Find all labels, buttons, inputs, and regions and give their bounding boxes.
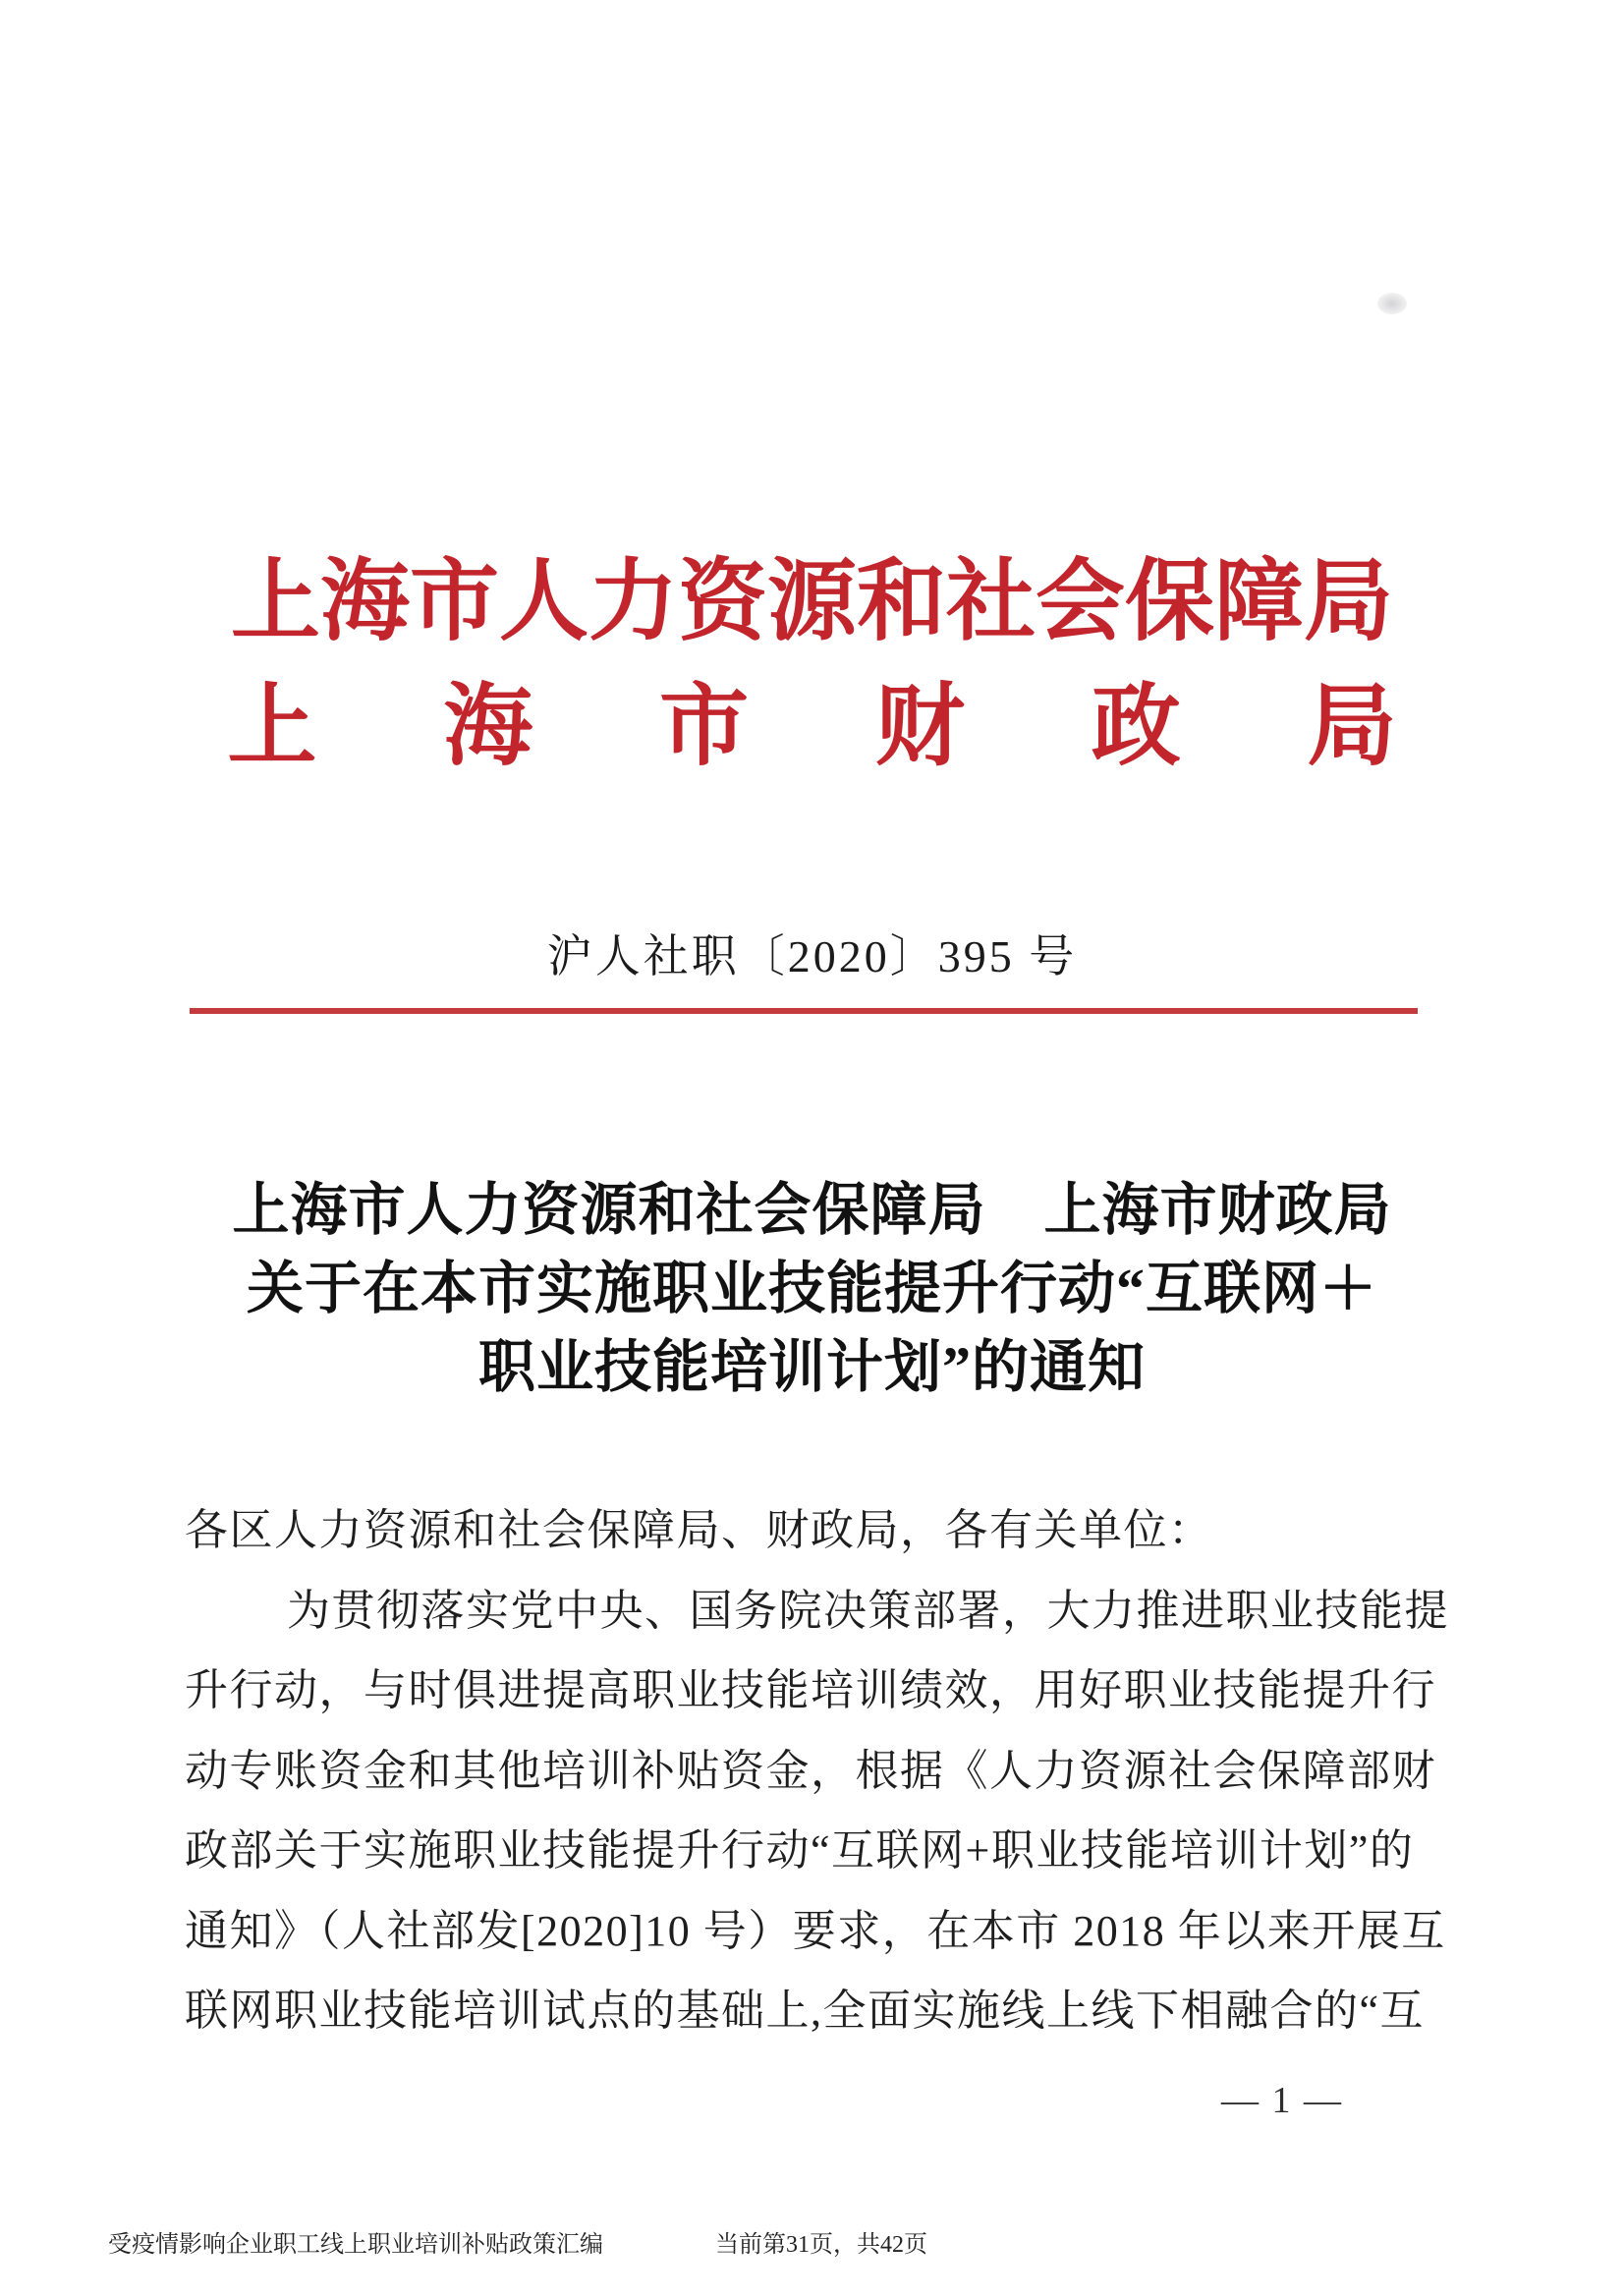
agency-char: 市 xyxy=(659,677,750,776)
title-line-2: 关于在本市实施职业技能提升行动“互联网＋ xyxy=(246,1257,1377,1320)
salutation-line: 各区人力资源和社会保障局、财政局，各有关单位： xyxy=(185,1506,1213,1554)
page-number: — 1 — xyxy=(1221,2080,1343,2121)
scan-artifact xyxy=(1377,293,1407,314)
agency-char: 海 xyxy=(443,677,533,776)
footer-page-indicator: 当前第31页，共42页 xyxy=(715,2232,927,2258)
agency-header-line-1: 上海市人力资源和社会保障局 xyxy=(230,552,1393,651)
paragraph-line: 联网职业技能培训试点的基础上,全面实施线上线下相融合的“互 xyxy=(185,1987,1426,2035)
red-divider-rule xyxy=(190,1008,1418,1014)
footer-booklet-title: 受疫情影响企业职工线上职业培训补贴政策汇编 xyxy=(108,2232,603,2258)
agency-char: 上 xyxy=(227,677,317,776)
paragraph-line: 为贯彻落实党中央、国务院决策部署，大力推进职业技能提 xyxy=(287,1586,1449,1635)
document-number: 沪人社职〔2020〕395 号 xyxy=(546,931,1078,981)
title-line-1: 上海市人力资源和社会保障局 上海市财政局 xyxy=(232,1178,1392,1242)
title-line-3: 职业技能培训计划”的通知 xyxy=(477,1335,1146,1399)
agency-char: 财 xyxy=(874,677,965,776)
agency-char: 局 xyxy=(1307,677,1397,776)
paragraph-line: 政部关于实施职业技能提升行动“互联网+职业技能培训计划”的 xyxy=(185,1826,1415,1875)
agency-char: 政 xyxy=(1091,677,1181,776)
paragraph-line: 动专账资金和其他培训补贴资金，根据《人力资源社会保障部财 xyxy=(185,1746,1436,1795)
document-title xyxy=(125,1171,1500,1407)
paragraph-line: 通知》（人社部发[2020]10 号）要求，在本市 2018 年以来开展互 xyxy=(185,1906,1446,1955)
document-body xyxy=(185,1490,1452,2051)
paragraph-line: 升行动，与时俱进提高职业技能培训绩效，用好职业技能提升行 xyxy=(185,1666,1436,1714)
agency-header-line-2 xyxy=(228,678,1397,776)
